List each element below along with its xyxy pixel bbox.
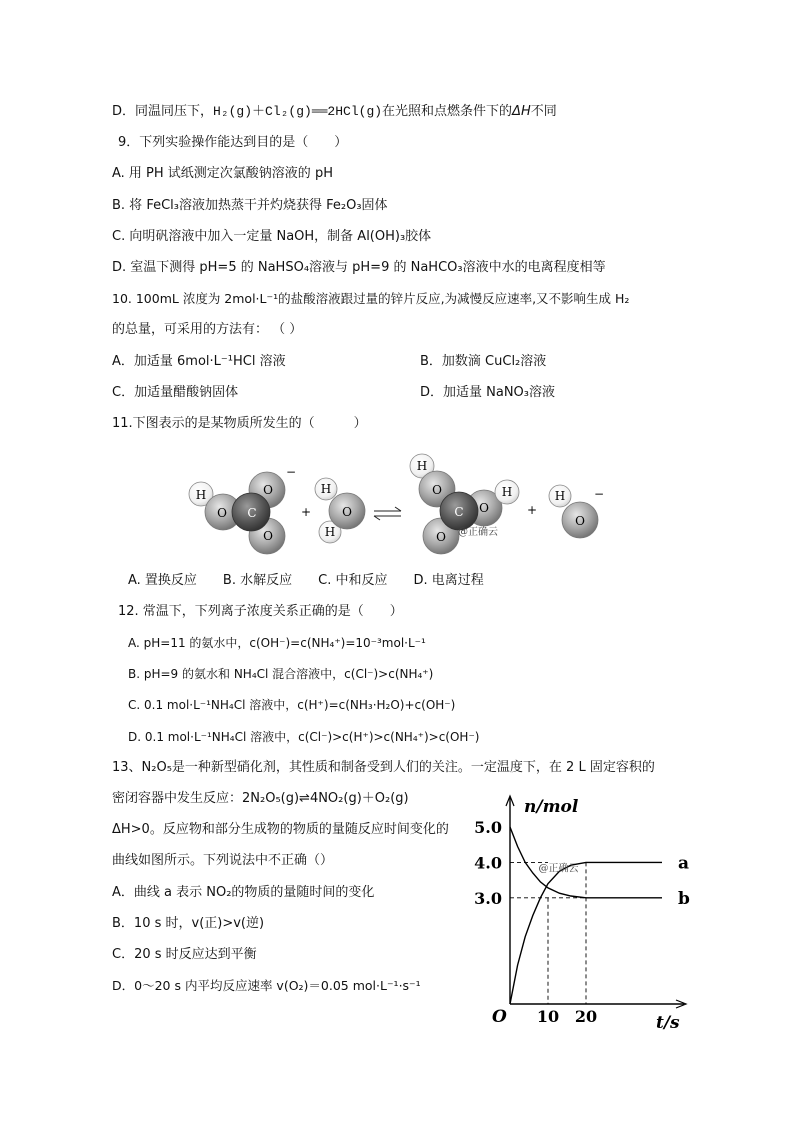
- carbonic-acid-icon: [410, 454, 519, 554]
- q13-option-b: B．10 s 时，v(正)>v(逆): [112, 916, 265, 931]
- atom-label-h: H: [554, 489, 566, 503]
- atom-label-o: O: [263, 483, 273, 497]
- atom-label-o: O: [342, 505, 352, 519]
- q9-stem: 9．下列实验操作能达到目的是（ ）: [118, 135, 348, 150]
- plus-sign: +: [300, 505, 312, 519]
- plus-sign: +: [526, 503, 538, 517]
- q13-line-chart: [470, 790, 700, 1040]
- q13-option-c: C．20 s 时反应达到平衡: [112, 947, 257, 962]
- q8d-tail: 不同: [530, 104, 557, 119]
- q9-option-d: D. 室温下测得 pH=5 的 NaHSO₄溶液与 pH=9 的 NaHCO₃溶液中水的电离程度相等: [112, 260, 606, 275]
- atom-label-h: H: [195, 488, 207, 502]
- q13-option-d: D．0～20 s 内平均反应速率 v(O₂)＝0.05 mol·L⁻¹·s⁻¹: [112, 978, 421, 993]
- atom-label-o: O: [479, 501, 489, 515]
- q12-option-d: D. 0.1 mol·L⁻¹NH₄Cl 溶液中，c(Cl⁻)>c(H⁺)>c(NH₄⁺)>c(OH⁻): [128, 730, 480, 744]
- y-tick-label: 5.0: [474, 818, 502, 837]
- q13-option-a: A．曲线 a 表示 NO₂的物质的量随时间的变化: [112, 885, 375, 900]
- q8-option-d: [112, 103, 557, 121]
- y-tick-label: 4.0: [474, 853, 502, 873]
- atom-label-h: H: [501, 485, 513, 499]
- q10-option-c: C．加适量醋酸钠固体: [112, 385, 239, 400]
- q13-stem-line3: ΔH>0。反应物和部分生成物的物质的量随反应时间变化的: [112, 822, 449, 837]
- q10-stem-line2: 的总量，可采用的方法有： （ ）: [112, 322, 303, 337]
- q9-option-b: B. 将 FeCl₃溶液加热蒸干并灼烧获得 Fe₂O₃固体: [112, 198, 388, 213]
- x-tick-label: 20: [574, 1007, 598, 1026]
- q12-option-c: C. 0.1 mol·L⁻¹NH₄Cl 溶液中，c(H⁺)=c(NH₃·H₂O)+c(OH⁻): [128, 698, 456, 712]
- q10-option-d: D．加适量 NaNO₃溶液: [420, 385, 556, 400]
- atom-label-o: O: [436, 530, 446, 544]
- q9-option-c: C. 向明矾溶液中加入一定量 NaOH，制备 Al(OH)₃胶体: [112, 229, 432, 244]
- watermark-text: @正确云: [458, 527, 498, 538]
- q8d-suffix: 在光照和点燃条件下的: [382, 104, 513, 119]
- equilibrium-arrow-icon: [374, 507, 401, 520]
- q12-option-a: A. pH=11 的氨水中，c(OH⁻)=c(NH₄⁺)=10⁻³mol·L⁻¹: [128, 636, 426, 650]
- atom-label-c: C: [454, 505, 464, 519]
- q8d-prefix: D．同温同压下，: [112, 104, 214, 119]
- q13-stem-line4: 曲线如图所示。下列说法中不正确（）: [112, 853, 334, 868]
- watermark-text: @正确云: [538, 863, 579, 875]
- atom-label-o: O: [217, 506, 227, 520]
- minus-sign: −: [285, 465, 297, 479]
- hydroxide-ion-icon: [549, 485, 604, 538]
- atom-label-h: H: [416, 459, 428, 473]
- q11-options: A. 置换反应 B. 水解反应 C. 中和反应 D. 电离过程: [128, 573, 484, 588]
- minus-sign: −: [593, 487, 605, 501]
- y-axis-label: n/mol: [524, 797, 579, 817]
- series-label-a: a: [678, 853, 690, 874]
- x-tick-label: 10: [536, 1007, 560, 1026]
- q8d-dh: ΔH: [512, 104, 531, 119]
- q11-stem: 11.下图表示的是某物质所发生的（ ）: [112, 416, 367, 431]
- q13-stem-line2: 密闭容器中发生反应：2N₂O₅(g)⇌4NO₂(g)＋O₂(g): [112, 791, 409, 806]
- atom-label-h: H: [320, 482, 332, 496]
- atom-label-o: O: [263, 529, 273, 543]
- q13-stem-line1: 13、N₂O₅是一种新型硝化剂，其性质和制备受到人们的关注。一定温度下，在 2 L 固定容积的: [112, 760, 655, 775]
- y-tick-label: 3.0: [474, 888, 502, 908]
- series-label-b: b: [678, 888, 690, 909]
- q10-option-b: B．加数滴 CuCl₂溶液: [420, 354, 547, 369]
- bicarbonate-ion-icon: [189, 465, 296, 554]
- origin-label: O: [492, 1007, 507, 1027]
- q9-option-a: A. 用 PH 试纸测定次氯酸钠溶液的 pH: [112, 166, 333, 181]
- atom-label-c: C: [247, 506, 257, 520]
- q10-option-a: A．加适量 6mol·L⁻¹HCl 溶液: [112, 354, 286, 369]
- x-axis-label: t/s: [656, 1013, 680, 1033]
- q11-molecule-figure: [175, 448, 615, 560]
- atom-label-o: O: [432, 483, 442, 497]
- water-molecule-icon: [315, 478, 365, 543]
- atom-label-h: H: [324, 525, 336, 539]
- atom-label-o: O: [575, 514, 585, 528]
- q10-stem-line1: 10. 100mL 浓度为 2mol·L⁻¹的盐酸溶液跟过量的锌片反应,为减慢反应速率,又不影响生成 H₂: [112, 291, 630, 306]
- q12-stem: 12. 常温下，下列离子浓度关系正确的是（ ）: [118, 604, 403, 619]
- q8d-equation: H₂(g)＋Cl₂(g)══2HCl(g): [213, 104, 383, 119]
- q12-option-b: B. pH=9 的氨水和 NH₄Cl 混合溶液中，c(Cl⁻)>c(NH₄⁺): [128, 667, 434, 681]
